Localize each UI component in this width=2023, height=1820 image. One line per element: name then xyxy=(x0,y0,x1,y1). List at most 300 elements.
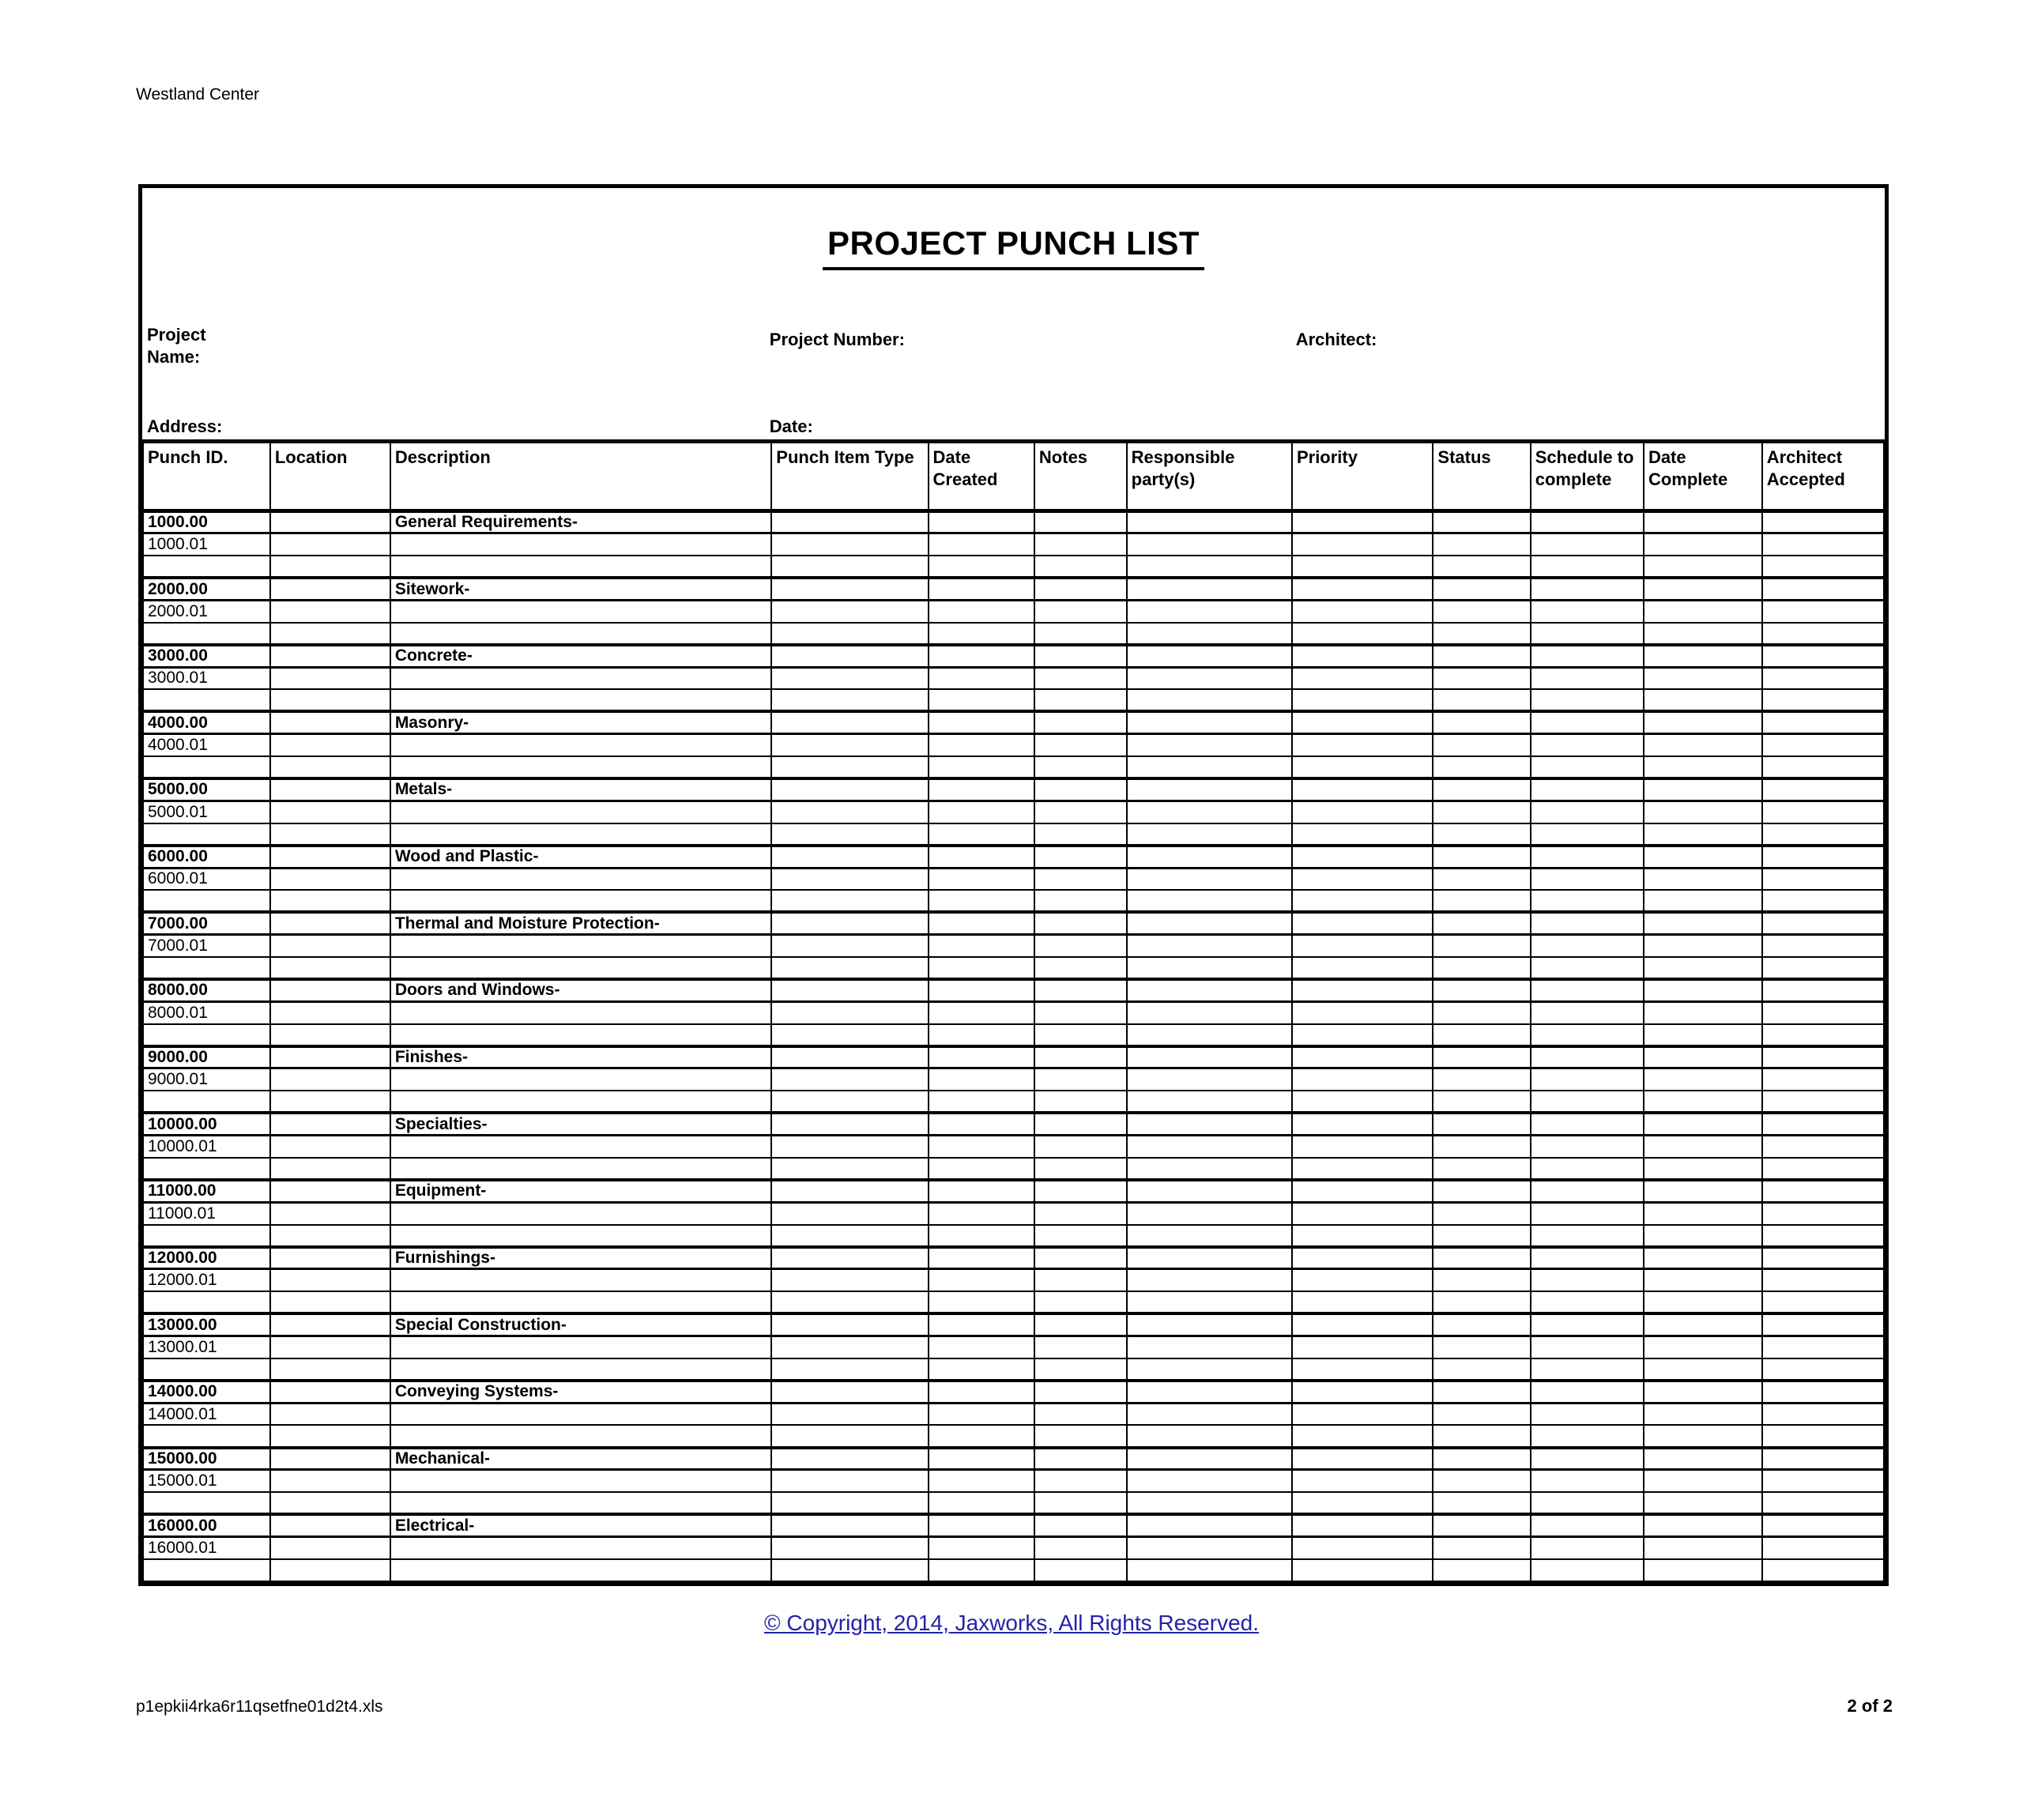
column-header-responsible-party: Responsible party(s) xyxy=(1127,442,1292,511)
location-cell xyxy=(270,1403,390,1425)
status-cell xyxy=(1433,823,1530,846)
priority-cell xyxy=(1292,1514,1433,1536)
punch-id-cell xyxy=(143,689,270,711)
punch-id-cell xyxy=(143,1291,270,1313)
architect-accepted-cell xyxy=(1762,1291,1884,1313)
date-created-cell xyxy=(929,1358,1034,1381)
spacer-row xyxy=(143,556,1884,578)
status-cell xyxy=(1433,1046,1530,1068)
location-cell xyxy=(270,868,390,890)
date-complete-cell xyxy=(1644,1269,1762,1291)
punch-item-type-cell xyxy=(771,1225,928,1247)
date-complete-cell xyxy=(1644,1113,1762,1135)
date-complete-cell xyxy=(1644,1336,1762,1358)
punch-id-cell xyxy=(143,1559,270,1581)
punch-id-cell: 4000.00 xyxy=(143,711,270,733)
responsible-party-cell xyxy=(1127,1537,1292,1559)
priority-cell xyxy=(1292,1024,1433,1046)
description-cell: Thermal and Moisture Protection- xyxy=(390,912,771,934)
punch-item-type-cell xyxy=(771,979,928,1001)
notes-cell xyxy=(1034,912,1127,934)
spacer-row xyxy=(143,756,1884,778)
item-row xyxy=(143,801,1884,823)
description-cell xyxy=(390,868,771,890)
schedule-to-complete-cell xyxy=(1531,1180,1644,1202)
status-cell xyxy=(1433,1202,1530,1224)
footer-filename: p1epkii4rka6r11qsetfne01d2t4.xls xyxy=(136,1698,383,1716)
architect-accepted-cell xyxy=(1762,1559,1884,1581)
date-created-cell xyxy=(929,1046,1034,1068)
description-cell: Masonry- xyxy=(390,711,771,733)
location-cell xyxy=(270,1336,390,1358)
spacer-row xyxy=(143,1559,1884,1581)
punch-id-cell: 16000.01 xyxy=(143,1537,270,1559)
notes-cell xyxy=(1034,1514,1127,1536)
responsible-party-cell xyxy=(1127,1336,1292,1358)
notes-cell xyxy=(1034,1113,1127,1135)
date-complete-cell xyxy=(1644,935,1762,957)
description-cell xyxy=(390,600,771,622)
punch-item-type-cell xyxy=(771,1381,928,1403)
punch-id-cell: 1000.00 xyxy=(143,511,270,533)
section-row xyxy=(143,1046,1884,1068)
date-created-cell xyxy=(929,1381,1034,1403)
punch-item-type-cell xyxy=(771,890,928,912)
responsible-party-cell xyxy=(1127,1024,1292,1046)
schedule-to-complete-cell xyxy=(1531,1091,1644,1113)
schedule-to-complete-cell xyxy=(1531,623,1644,645)
schedule-to-complete-cell xyxy=(1531,1381,1644,1403)
priority-cell xyxy=(1292,600,1433,622)
responsible-party-cell xyxy=(1127,578,1292,600)
location-cell xyxy=(270,1425,390,1447)
column-header-priority: Priority xyxy=(1292,442,1433,511)
architect-accepted-cell xyxy=(1762,846,1884,868)
architect-accepted-cell xyxy=(1762,1024,1884,1046)
schedule-to-complete-cell xyxy=(1531,600,1644,622)
punch-item-type-cell xyxy=(771,935,928,957)
description-cell: Concrete- xyxy=(390,645,771,667)
punch-id-cell: 3000.00 xyxy=(143,645,270,667)
date-complete-cell xyxy=(1644,1024,1762,1046)
date-created-cell xyxy=(929,734,1034,756)
responsible-party-cell xyxy=(1127,756,1292,778)
architect-accepted-cell xyxy=(1762,823,1884,846)
notes-cell xyxy=(1034,935,1127,957)
status-cell xyxy=(1433,1313,1530,1336)
description-cell xyxy=(390,1136,771,1158)
notes-cell xyxy=(1034,689,1127,711)
location-cell xyxy=(270,912,390,934)
punch-id-cell: 6000.01 xyxy=(143,868,270,890)
priority-cell xyxy=(1292,1269,1433,1291)
punch-id-cell: 3000.01 xyxy=(143,667,270,689)
location-cell xyxy=(270,1202,390,1224)
responsible-party-cell xyxy=(1127,1381,1292,1403)
priority-cell xyxy=(1292,734,1433,756)
punch-id-cell: 5000.00 xyxy=(143,778,270,801)
responsible-party-cell xyxy=(1127,645,1292,667)
status-cell xyxy=(1433,689,1530,711)
responsible-party-cell xyxy=(1127,1158,1292,1180)
punch-id-cell xyxy=(143,1358,270,1381)
punch-item-type-cell xyxy=(771,823,928,846)
notes-cell xyxy=(1034,868,1127,890)
architect-accepted-cell xyxy=(1762,1358,1884,1381)
column-header-architect-accepted: Architect Accepted xyxy=(1762,442,1884,511)
status-cell xyxy=(1433,1492,1530,1514)
date-created-cell xyxy=(929,801,1034,823)
punch-item-type-cell xyxy=(771,645,928,667)
date-created-cell xyxy=(929,1269,1034,1291)
date-complete-cell xyxy=(1644,1247,1762,1269)
item-row xyxy=(143,667,1884,689)
location-cell xyxy=(270,1559,390,1581)
date-created-cell xyxy=(929,846,1034,868)
description-cell: Finishes- xyxy=(390,1046,771,1068)
punch-item-type-cell xyxy=(771,578,928,600)
priority-cell xyxy=(1292,556,1433,578)
priority-cell xyxy=(1292,711,1433,733)
notes-cell xyxy=(1034,1336,1127,1358)
notes-cell xyxy=(1034,645,1127,667)
description-cell xyxy=(390,1225,771,1247)
spacer-row xyxy=(143,890,1884,912)
date-created-cell xyxy=(929,1068,1034,1091)
date-complete-cell xyxy=(1644,979,1762,1001)
architect-accepted-cell xyxy=(1762,935,1884,957)
punch-item-type-cell xyxy=(771,846,928,868)
notes-cell xyxy=(1034,1068,1127,1091)
status-cell xyxy=(1433,1091,1530,1113)
punch-item-type-cell xyxy=(771,912,928,934)
schedule-to-complete-cell xyxy=(1531,711,1644,733)
date-complete-cell xyxy=(1644,868,1762,890)
architect-accepted-cell xyxy=(1762,912,1884,934)
priority-cell xyxy=(1292,1492,1433,1514)
punch-id-cell: 16000.00 xyxy=(143,1514,270,1536)
priority-cell xyxy=(1292,1091,1433,1113)
punch-item-type-cell xyxy=(771,1470,928,1492)
punch-item-type-cell xyxy=(771,1291,928,1313)
schedule-to-complete-cell xyxy=(1531,1514,1644,1536)
spacer-row xyxy=(143,957,1884,979)
location-cell xyxy=(270,1247,390,1269)
spacer-row xyxy=(143,1024,1884,1046)
priority-cell xyxy=(1292,1381,1433,1403)
status-cell xyxy=(1433,1537,1530,1559)
status-cell xyxy=(1433,912,1530,934)
date-complete-cell xyxy=(1644,1470,1762,1492)
section-row xyxy=(143,846,1884,868)
status-cell xyxy=(1433,1291,1530,1313)
architect-accepted-cell xyxy=(1762,1492,1884,1514)
schedule-to-complete-cell xyxy=(1531,1024,1644,1046)
architect-accepted-cell xyxy=(1762,801,1884,823)
architect-accepted-cell xyxy=(1762,979,1884,1001)
priority-cell xyxy=(1292,533,1433,556)
status-cell xyxy=(1433,1158,1530,1180)
architect-accepted-cell xyxy=(1762,1180,1884,1202)
architect-accepted-cell xyxy=(1762,1113,1884,1135)
location-cell xyxy=(270,645,390,667)
responsible-party-cell xyxy=(1127,801,1292,823)
architect-accepted-cell xyxy=(1762,868,1884,890)
schedule-to-complete-cell xyxy=(1531,1291,1644,1313)
description-cell xyxy=(390,957,771,979)
priority-cell xyxy=(1292,689,1433,711)
description-cell xyxy=(390,756,771,778)
company-name: Westland Center xyxy=(136,85,260,104)
status-cell xyxy=(1433,1448,1530,1470)
schedule-to-complete-cell xyxy=(1531,1001,1644,1023)
date-created-cell xyxy=(929,1425,1034,1447)
responsible-party-cell xyxy=(1127,1269,1292,1291)
schedule-to-complete-cell xyxy=(1531,868,1644,890)
location-cell xyxy=(270,823,390,846)
architect-accepted-cell xyxy=(1762,1336,1884,1358)
punch-table-body xyxy=(143,511,1884,1582)
date-complete-cell xyxy=(1644,756,1762,778)
punch-item-type-cell xyxy=(771,1537,928,1559)
description-cell xyxy=(390,1492,771,1514)
location-cell xyxy=(270,935,390,957)
section-row xyxy=(143,1247,1884,1269)
project-number-label: Project Number: xyxy=(769,330,905,349)
notes-cell xyxy=(1034,1225,1127,1247)
location-cell xyxy=(270,957,390,979)
date-complete-cell xyxy=(1644,511,1762,533)
notes-cell xyxy=(1034,1269,1127,1291)
location-cell xyxy=(270,756,390,778)
notes-cell xyxy=(1034,667,1127,689)
punch-list-form xyxy=(138,184,1889,1586)
date-complete-cell xyxy=(1644,1068,1762,1091)
punch-id-cell xyxy=(143,756,270,778)
punch-item-type-cell xyxy=(771,1448,928,1470)
punch-id-cell xyxy=(143,623,270,645)
architect-accepted-cell xyxy=(1762,1514,1884,1536)
punch-item-type-cell xyxy=(771,1136,928,1158)
notes-cell xyxy=(1034,979,1127,1001)
priority-cell xyxy=(1292,1046,1433,1068)
date-complete-cell xyxy=(1644,778,1762,801)
punch-id-cell xyxy=(143,556,270,578)
responsible-party-cell xyxy=(1127,1403,1292,1425)
punch-item-type-cell xyxy=(771,1514,928,1536)
punch-list-table xyxy=(142,439,1885,1582)
column-header-row xyxy=(143,442,1884,511)
location-cell xyxy=(270,801,390,823)
schedule-to-complete-cell xyxy=(1531,1358,1644,1381)
punch-id-cell xyxy=(143,1024,270,1046)
punch-item-type-cell xyxy=(771,600,928,622)
date-created-cell xyxy=(929,868,1034,890)
responsible-party-cell xyxy=(1127,1247,1292,1269)
date-created-cell xyxy=(929,1091,1034,1113)
punch-id-cell: 6000.00 xyxy=(143,846,270,868)
punch-item-type-cell xyxy=(771,1358,928,1381)
column-header-date-complete: Date Complete xyxy=(1644,442,1762,511)
status-cell xyxy=(1433,1225,1530,1247)
punch-item-type-cell xyxy=(771,1492,928,1514)
priority-cell xyxy=(1292,1136,1433,1158)
notes-cell xyxy=(1034,890,1127,912)
architect-accepted-cell xyxy=(1762,734,1884,756)
punch-id-cell: 14000.01 xyxy=(143,1403,270,1425)
responsible-party-cell xyxy=(1127,1113,1292,1135)
architect-accepted-cell xyxy=(1762,890,1884,912)
location-cell xyxy=(270,1091,390,1113)
notes-cell xyxy=(1034,578,1127,600)
date-created-cell xyxy=(929,1448,1034,1470)
notes-cell xyxy=(1034,734,1127,756)
responsible-party-cell xyxy=(1127,1046,1292,1068)
schedule-to-complete-cell xyxy=(1531,1403,1644,1425)
notes-cell xyxy=(1034,1024,1127,1046)
status-cell xyxy=(1433,1068,1530,1091)
description-cell xyxy=(390,1470,771,1492)
priority-cell xyxy=(1292,1180,1433,1202)
schedule-to-complete-cell xyxy=(1531,556,1644,578)
section-row xyxy=(143,1113,1884,1135)
date-created-cell xyxy=(929,556,1034,578)
punch-id-cell: 13000.01 xyxy=(143,1336,270,1358)
date-complete-cell xyxy=(1644,1136,1762,1158)
location-cell xyxy=(270,979,390,1001)
description-cell xyxy=(390,734,771,756)
spacer-row xyxy=(143,1492,1884,1514)
priority-cell xyxy=(1292,1559,1433,1581)
date-complete-cell xyxy=(1644,556,1762,578)
responsible-party-cell xyxy=(1127,979,1292,1001)
priority-cell xyxy=(1292,1470,1433,1492)
location-cell xyxy=(270,1537,390,1559)
spacer-row xyxy=(143,689,1884,711)
responsible-party-cell xyxy=(1127,846,1292,868)
location-cell xyxy=(270,1068,390,1091)
location-cell xyxy=(270,578,390,600)
description-cell xyxy=(390,1537,771,1559)
description-cell: Conveying Systems- xyxy=(390,1381,771,1403)
punch-item-type-cell xyxy=(771,868,928,890)
responsible-party-cell xyxy=(1127,1068,1292,1091)
notes-cell xyxy=(1034,1247,1127,1269)
date-complete-cell xyxy=(1644,1492,1762,1514)
description-cell: Doors and Windows- xyxy=(390,979,771,1001)
location-cell xyxy=(270,1269,390,1291)
priority-cell xyxy=(1292,623,1433,645)
architect-accepted-cell xyxy=(1762,600,1884,622)
spacer-row xyxy=(143,1091,1884,1113)
location-cell xyxy=(270,1470,390,1492)
schedule-to-complete-cell xyxy=(1531,645,1644,667)
notes-cell xyxy=(1034,1001,1127,1023)
responsible-party-cell xyxy=(1127,1291,1292,1313)
punch-item-type-cell xyxy=(771,778,928,801)
notes-cell xyxy=(1034,1425,1127,1447)
date-complete-cell xyxy=(1644,1158,1762,1180)
priority-cell xyxy=(1292,756,1433,778)
date-complete-cell xyxy=(1644,801,1762,823)
date-complete-cell xyxy=(1644,734,1762,756)
description-cell xyxy=(390,1403,771,1425)
responsible-party-cell xyxy=(1127,533,1292,556)
punch-id-cell: 11000.01 xyxy=(143,1202,270,1224)
priority-cell xyxy=(1292,667,1433,689)
priority-cell xyxy=(1292,846,1433,868)
location-cell xyxy=(270,1492,390,1514)
responsible-party-cell xyxy=(1127,1559,1292,1581)
date-created-cell xyxy=(929,1024,1034,1046)
schedule-to-complete-cell xyxy=(1531,533,1644,556)
punch-item-type-cell xyxy=(771,1113,928,1135)
notes-cell xyxy=(1034,1448,1127,1470)
punch-id-cell: 8000.00 xyxy=(143,979,270,1001)
punch-id-cell xyxy=(143,823,270,846)
status-cell xyxy=(1433,1269,1530,1291)
notes-cell xyxy=(1034,1136,1127,1158)
copyright-link[interactable]: © Copyright, 2014, Jaxworks, All Rights Reserved. xyxy=(763,1611,1259,1635)
responsible-party-cell xyxy=(1127,711,1292,733)
status-cell xyxy=(1433,1358,1530,1381)
date-created-cell xyxy=(929,667,1034,689)
date-created-cell xyxy=(929,1247,1034,1269)
date-complete-cell xyxy=(1644,1425,1762,1447)
schedule-to-complete-cell xyxy=(1531,890,1644,912)
location-cell xyxy=(270,667,390,689)
date-created-cell xyxy=(929,1158,1034,1180)
notes-cell xyxy=(1034,778,1127,801)
punch-id-cell xyxy=(143,957,270,979)
notes-cell xyxy=(1034,1046,1127,1068)
status-cell xyxy=(1433,734,1530,756)
architect-accepted-cell xyxy=(1762,623,1884,645)
notes-cell xyxy=(1034,957,1127,979)
address-label: Address: xyxy=(147,416,223,436)
punch-item-type-cell xyxy=(771,1425,928,1447)
date-complete-cell xyxy=(1644,1559,1762,1581)
item-row xyxy=(143,1068,1884,1091)
location-cell xyxy=(270,846,390,868)
architect-accepted-cell xyxy=(1762,778,1884,801)
date-label: Date: xyxy=(769,416,813,436)
date-complete-cell xyxy=(1644,846,1762,868)
status-cell xyxy=(1433,778,1530,801)
location-cell xyxy=(270,1448,390,1470)
punch-item-type-cell xyxy=(771,623,928,645)
location-cell xyxy=(270,600,390,622)
schedule-to-complete-cell xyxy=(1531,1046,1644,1068)
location-cell xyxy=(270,1514,390,1536)
date-created-cell xyxy=(929,1113,1034,1135)
notes-cell xyxy=(1034,533,1127,556)
schedule-to-complete-cell xyxy=(1531,756,1644,778)
location-cell xyxy=(270,1180,390,1202)
priority-cell xyxy=(1292,979,1433,1001)
date-created-cell xyxy=(929,1403,1034,1425)
priority-cell xyxy=(1292,1001,1433,1023)
spacer-row xyxy=(143,1358,1884,1381)
status-cell xyxy=(1433,1470,1530,1492)
punch-item-type-cell xyxy=(771,1269,928,1291)
date-complete-cell xyxy=(1644,890,1762,912)
schedule-to-complete-cell xyxy=(1531,1158,1644,1180)
punch-id-cell xyxy=(143,1425,270,1447)
schedule-to-complete-cell xyxy=(1531,957,1644,979)
priority-cell xyxy=(1292,868,1433,890)
location-cell xyxy=(270,511,390,533)
